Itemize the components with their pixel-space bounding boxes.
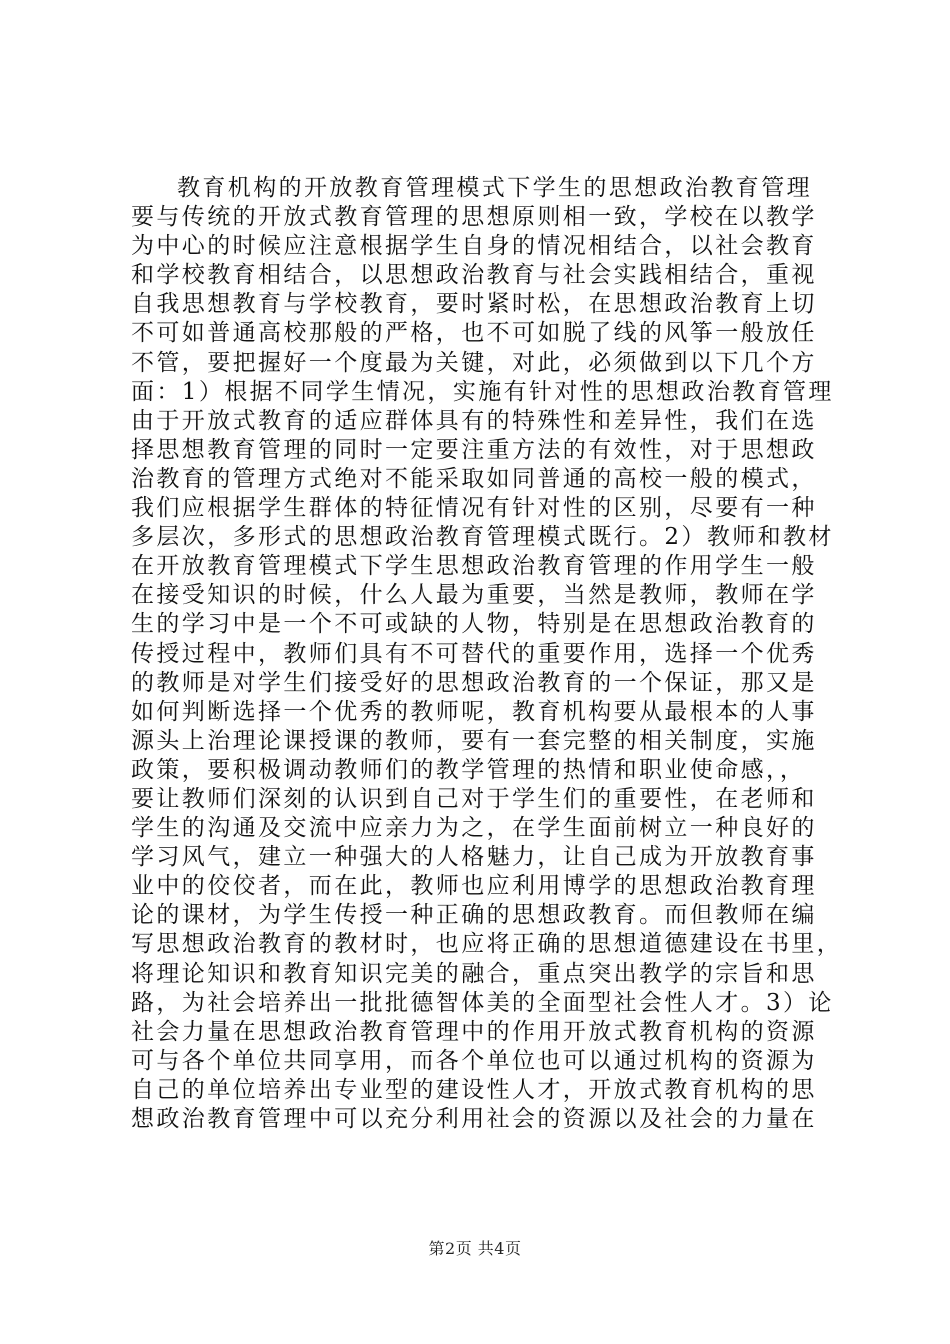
paragraph-line: 治教育的管理方式绝对不能采取如同普通的高校一般的模式，	[131, 465, 817, 492]
paragraph-line: 源头上治理论课授课的教师，要有一套完整的相关制度，实施	[131, 727, 817, 754]
paragraph-line: 传授过程中，教师们具有不可替代的重要作用，选择一个优秀	[131, 640, 817, 667]
paragraph-line: 不可如普通高校那般的严格，也不可如脱了线的风筝一般放任	[131, 320, 817, 347]
paragraph-line: 路，为社会培养出一批批德智体美的全面型社会性人才。3）论	[131, 989, 834, 1016]
paragraph-line: 和学校教育相结合，以思想政治教育与社会实践相结合，重视	[131, 262, 817, 289]
paragraph-line: 将理论知识和教育知识完美的融合，重点突出教学的宗旨和思	[131, 960, 817, 987]
paragraph-line: 要让教师们深刻的认识到自己对于学生们的重要性，在老师和	[131, 785, 817, 812]
paragraph-line: 为中心的时候应注意根据学生自身的情况相结合，以社会教育	[131, 233, 817, 260]
paragraph-line: 学生的沟通及交流中应亲力为之，在学生面前树立一种良好的	[131, 815, 817, 842]
paragraph-line: 由于开放式教育的适应群体具有的特殊性和差异性，我们在选	[131, 407, 817, 434]
paragraph-line: 社会力量在思想政治教育管理中的作用开放式教育机构的资源	[131, 1018, 817, 1045]
paragraph-line: 的教师是对学生们接受好的思想政治教育的一个保证，那又是	[131, 669, 817, 696]
paragraph-line: 可与各个单位共同享用，而各个单位也可以通过机构的资源为	[131, 1047, 817, 1074]
paragraph-line: 要与传统的开放式教育管理的思想原则相一致，学校在以教学	[131, 204, 817, 231]
paragraph-line: 论的课材，为学生传授一种正确的思想政教育。而但教师在编	[131, 902, 817, 929]
paragraph-line: 不管，要把握好一个度最为关键，对此，必须做到以下几个方	[131, 349, 817, 376]
page-footer: 第2页 共4页	[428, 1239, 522, 1258]
paragraph-line: 学习风气，建立一种强大的人格魅力，让自己成为开放教育事	[131, 844, 817, 871]
paragraph-line: 政策，要积极调动教师们的教学管理的热情和职业使命感，，	[131, 756, 806, 783]
paragraph-line: 如何判断选择一个优秀的教师呢，教育机构要从最根本的人事	[131, 698, 817, 725]
paragraph-line: 生的学习中是一个不可或缺的人物，特别是在思想政治教育的	[131, 611, 817, 638]
paragraph-line: 在开放教育管理模式下学生思想政治教育管理的作用学生一般	[131, 553, 817, 580]
paragraph-line: 自我思想教育与学校教育，要时紧时松，在思想政治教育上切	[131, 291, 817, 318]
body-paragraph	[131, 174, 843, 1134]
paragraph-line: 我们应根据学生群体的特征情况有针对性的区别，尽要有一种	[131, 495, 817, 522]
paragraph-line: 业中的佼佼者，而在此，教师也应利用博学的思想政治教育理	[131, 873, 817, 900]
paragraph-line: 多层次，多形式的思想政治教育管理模式既行。2）教师和教材	[131, 524, 834, 551]
paragraph-line: 想政治教育管理中可以充分利用社会的资源以及社会的力量在	[131, 1106, 817, 1132]
paragraph-line: 写思想政治教育的教材时，也应将正确的思想道德建设在书里，	[131, 931, 843, 958]
paragraph-line: 在接受知识的时候，什么人最为重要，当然是教师，教师在学	[131, 582, 817, 609]
paragraph-line: 自己的单位培养出专业型的建设性人才，开放式教育机构的思	[131, 1076, 817, 1103]
paragraph-line: 面：1）根据不同学生情况，实施有针对性的思想政治教育管理	[131, 378, 834, 405]
paragraph-line: 择思想教育管理的同时一定要注重方法的有效性，对于思想政	[131, 436, 817, 463]
paragraph-line: 教育机构的开放教育管理模式下学生的思想政治教育管理	[177, 175, 812, 201]
